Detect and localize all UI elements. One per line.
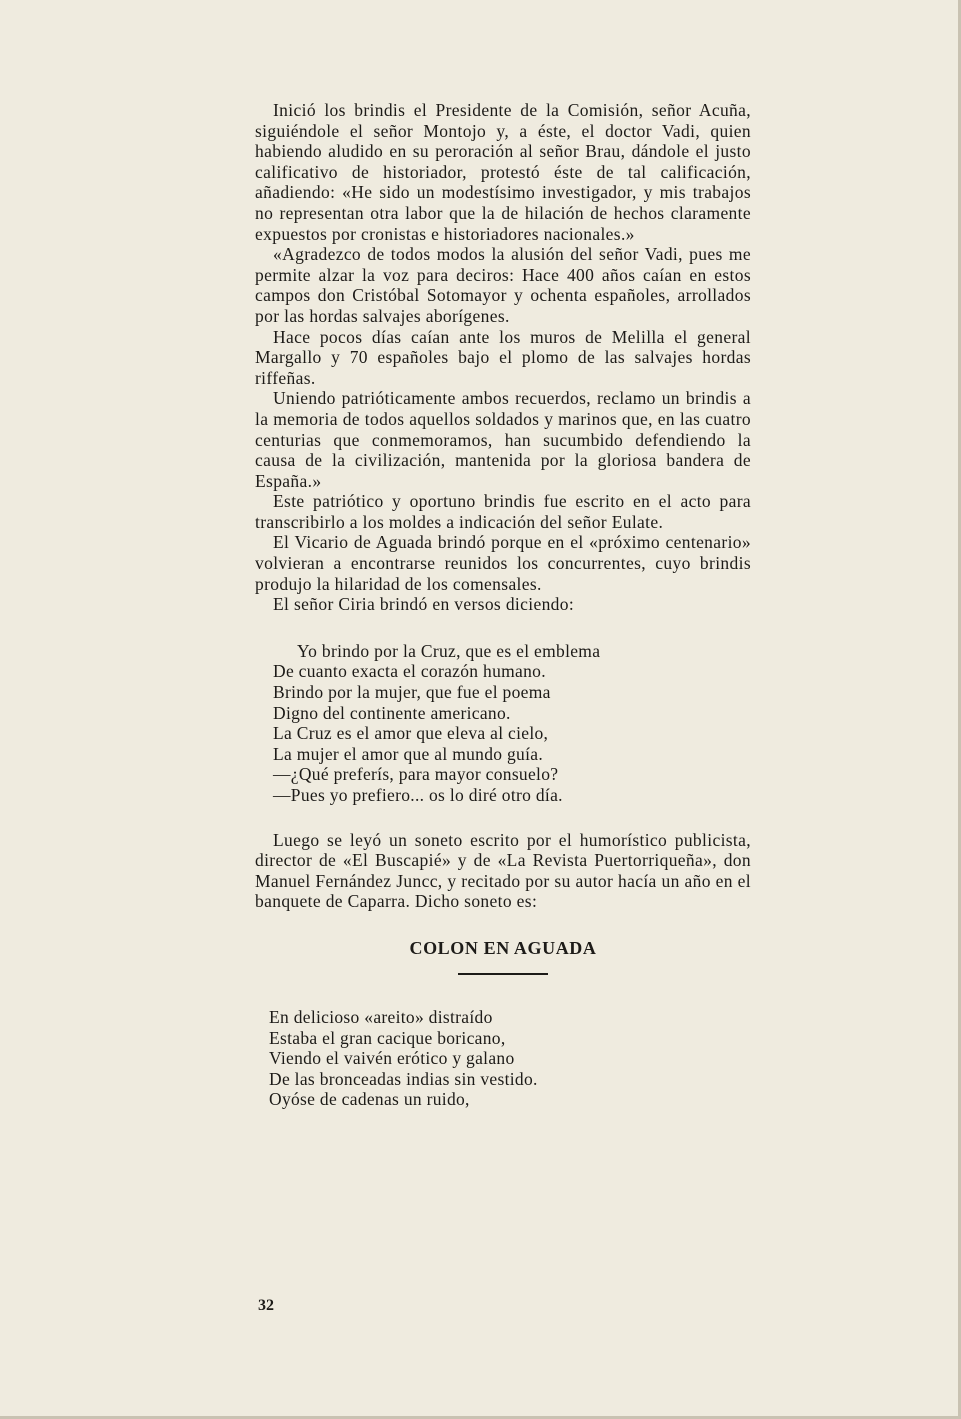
sonnet-line: De las bronceadas indias sin vestido.	[269, 1068, 538, 1089]
paragraph-ciria: El señor Ciria brindó en versos diciendo:	[273, 594, 575, 615]
paragraph-presidente-brindis: Inició los brindis el Presidente de la Comisión, señor Acuña, siguiéndole el señor Montojo y, a éste, el doctor Vadi, quien habiendo aludido en su peroración al señor Brau, dándole el justo calificativo de historiador, protestó éste de tal calificación, añadiendo: «He sido un modestísimo investigador, y mis trabajos no representan otra labor que la de hilación de hechos claramente expuestos por cronistas e historiadores nacionales.»	[255, 100, 751, 244]
poem-line: —¿Qué preferís, para mayor consuelo?	[273, 764, 559, 785]
sonnet-line: Estaba el gran cacique boricano,	[269, 1027, 506, 1048]
poem-line: Brindo por la mujer, que fue el poema	[273, 682, 551, 703]
poem-line: —Pues yo prefiero... os lo diré otro día.	[273, 785, 563, 805]
poem-line: La Cruz es el amor que eleva al cielo,	[273, 723, 549, 744]
poem-line: Digno del continente americano.	[273, 702, 511, 723]
sonnet-line: Oyóse de cadenas un ruido,	[269, 1089, 470, 1110]
sonnet-colon-en-aguada	[269, 1007, 751, 1110]
title-rule	[458, 973, 548, 975]
sonnet-title: COLON EN AGUADA	[409, 937, 597, 958]
paragraph-agradezco: «Agradezco de todos modos la alusión del señor Vadi, pues me permite alzar la voz para deciros: Hace 400 años caían en estos campos don Cristóbal Sotomayor y ochenta españoles, arrollados por las hordas salvajes aborígenes.	[255, 244, 751, 326]
paragraph-melilla: Hace pocos días caían ante los muros de Melilla el general Margallo y 70 españoles bajo el plomo de las salvajes hordas riffeñas.	[255, 326, 751, 388]
paragraph-vicario: El Vicario de Aguada brindó porque en el «próximo centenario» volvieran a encontrarse reunidos los concurrentes, cuyo brindis produjo la hilaridad de los comensales.	[255, 532, 751, 594]
paragraph-uniendo: Uniendo patrióticamente ambos recuerdos, reclamo un brindis a la memoria de todos aquellos soldados y marinos que, en las cuatro centurias que conmemoramos, han sucumbido defendiendo la causa de la civilización, mantenida por la gloriosa bandera de España.»	[255, 388, 751, 491]
poem-line: Yo brindo por la Cruz, que es el emblema	[297, 640, 601, 661]
sonnet-line: Viendo el vaivén erótico y galano	[269, 1048, 515, 1069]
paragraph-soneto-intro: Luego se leyó un soneto escrito por el humorístico publicista, director de «El Buscapié» y de «La Revista Puertorriqueña», don Manuel Fernández Juncc, y recitado por su autor hacía un año en el banquete de Caparra. Dicho soneto es:	[255, 829, 751, 912]
paragraph-patriotico: Este patriótico y oportuno brindis fue escrito en el acto para transcribirlo a los moldes a indicación del señor Eulate.	[255, 491, 751, 532]
poem-line: La mujer el amor que al mundo guía.	[273, 743, 544, 764]
sonnet-line: En delicioso «areito» distraído	[269, 1006, 493, 1027]
ciria-poem	[273, 641, 751, 806]
text-column	[255, 100, 751, 1110]
poem-line: De cuanto exacta el corazón humano.	[273, 661, 546, 682]
page-number: 32	[258, 1297, 274, 1314]
